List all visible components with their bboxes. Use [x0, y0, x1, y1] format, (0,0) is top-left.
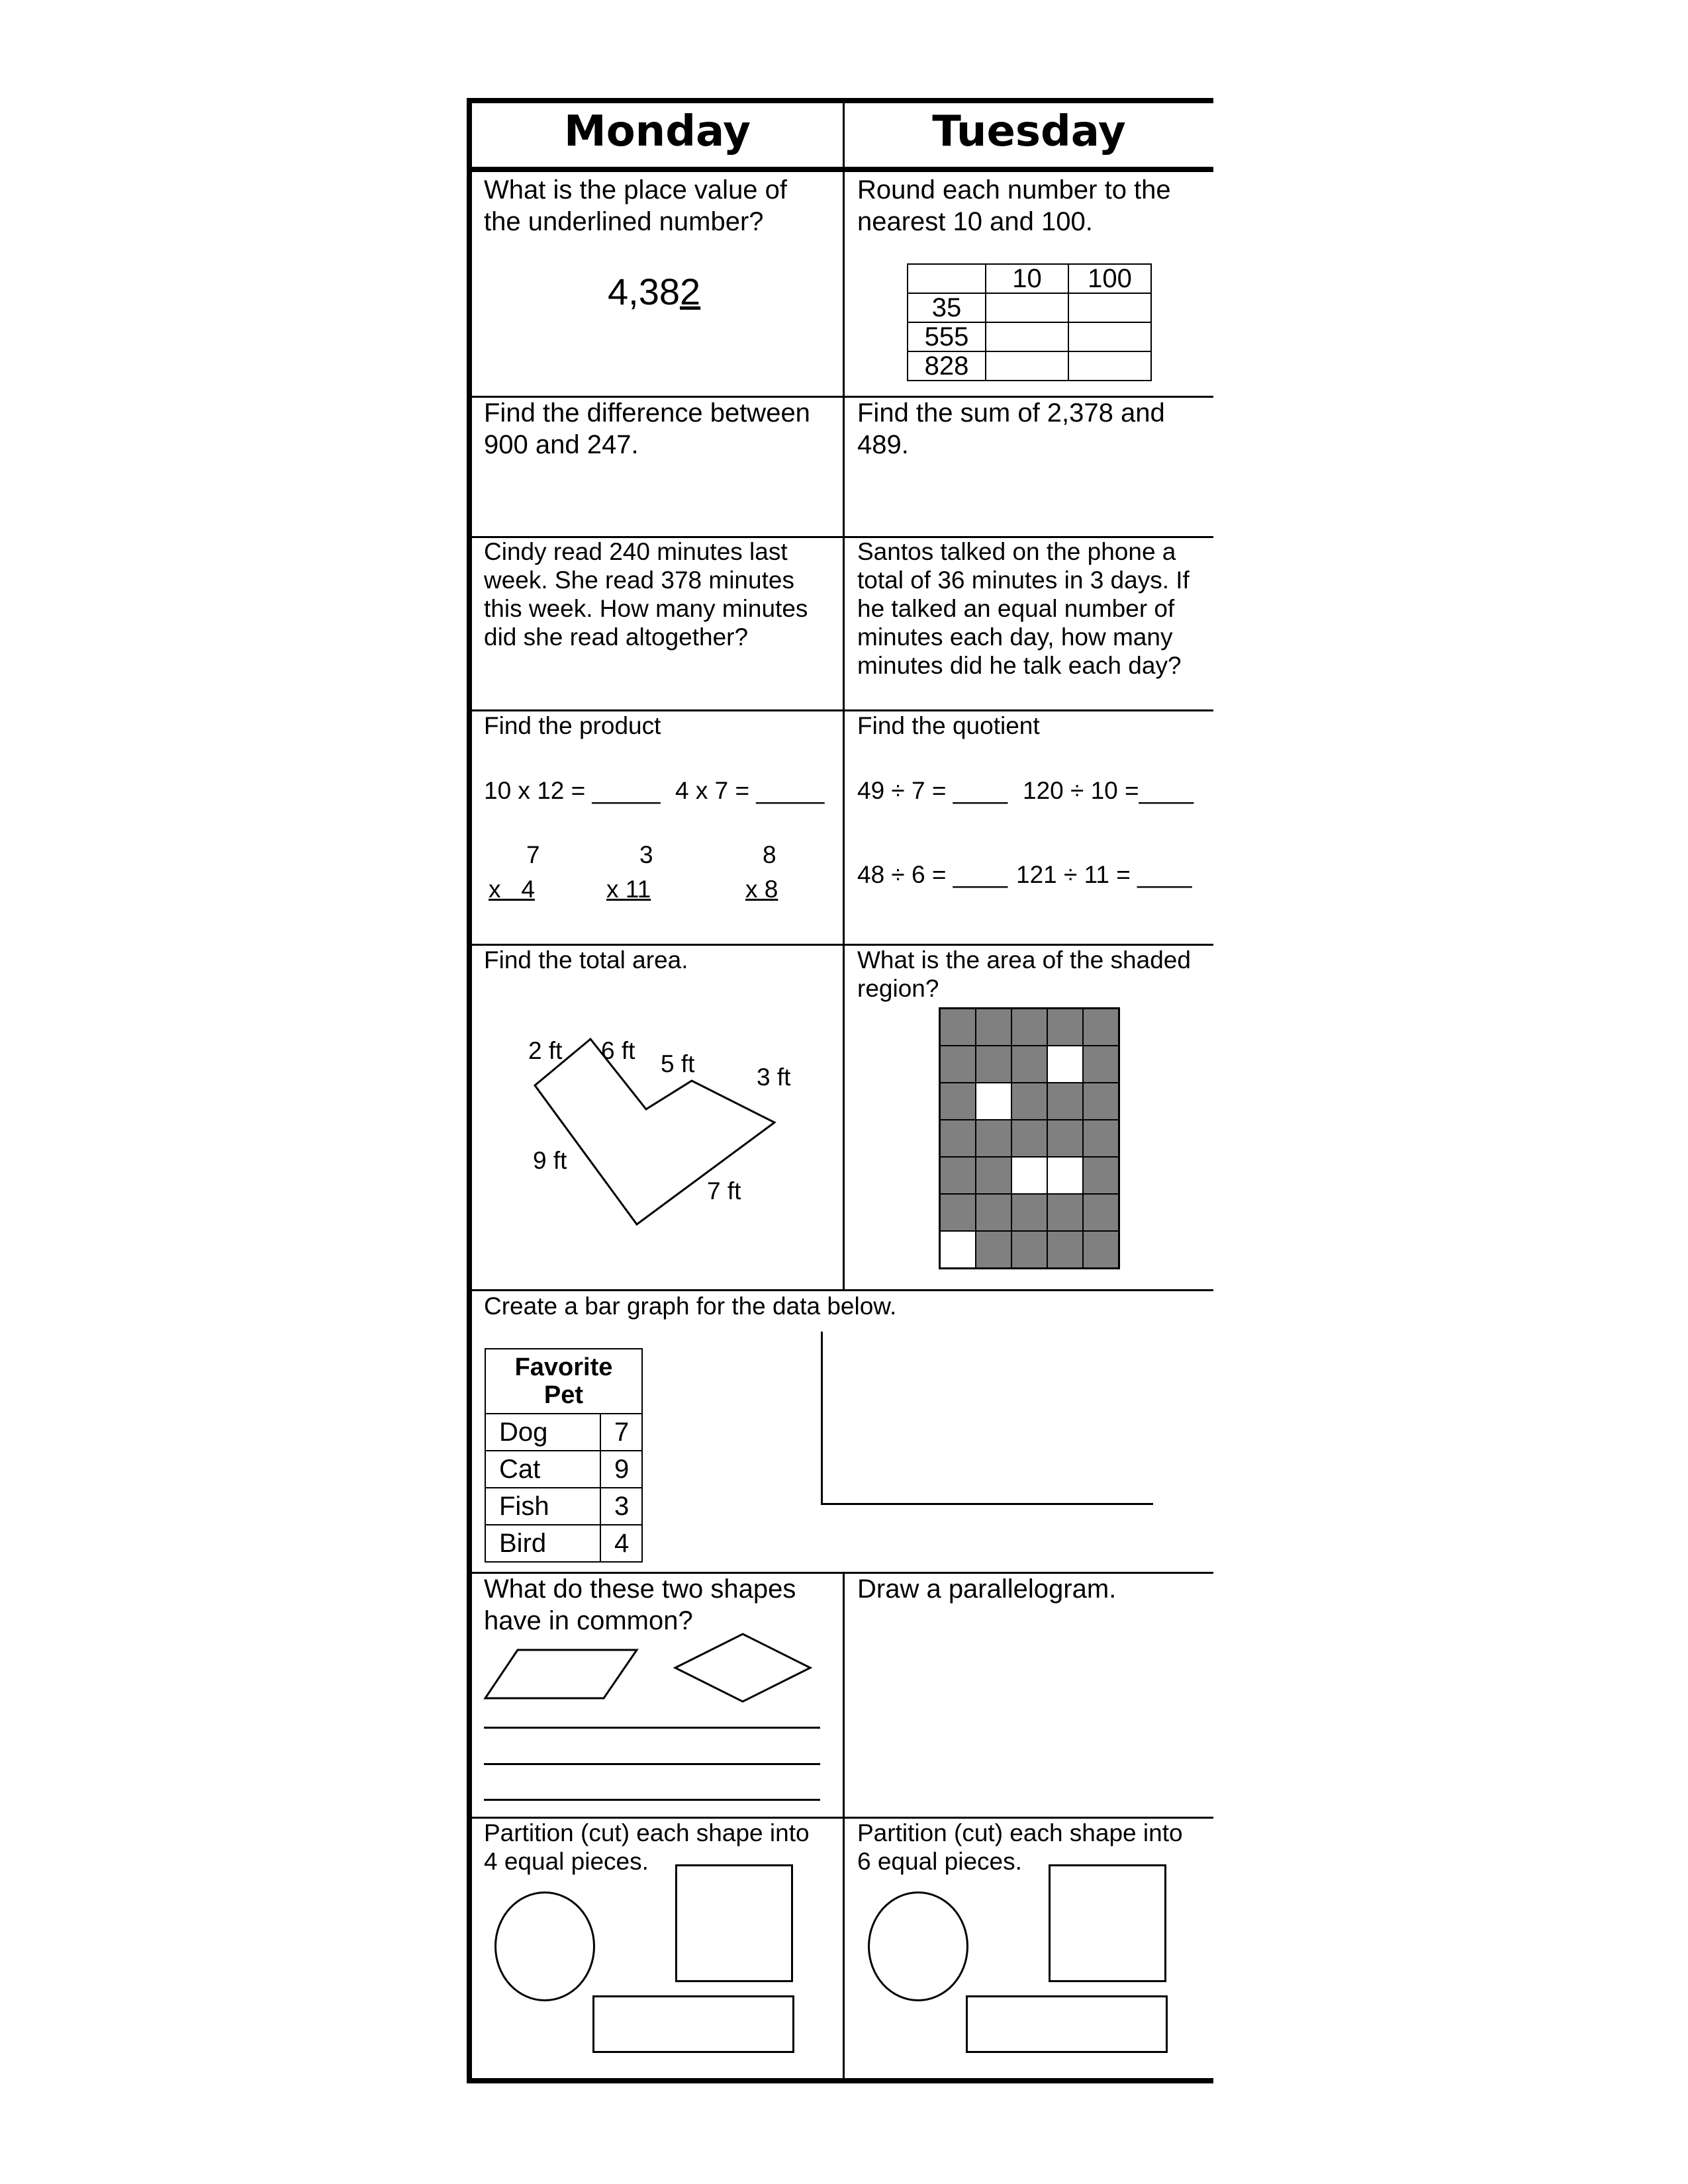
- quotient-equation-2: 120 ÷ 10 =____: [1023, 777, 1194, 804]
- place-value-number-prefix: 4,38: [608, 271, 680, 312]
- rhombus-shape: [673, 1632, 813, 1704]
- grid-cell-shaded: [940, 1194, 976, 1231]
- pet-count: 4: [600, 1525, 642, 1562]
- grid-cell-unshaded: [1011, 1157, 1047, 1194]
- grid-cell-shaded: [1083, 1009, 1119, 1046]
- difference-question-line2: 900 and 247.: [484, 430, 639, 459]
- partition-4-square[interactable]: [675, 1864, 793, 1982]
- grid-cell-shaded: [1011, 1009, 1047, 1046]
- shapes-common-question-line2: have in common?: [484, 1606, 693, 1635]
- pet-label: Bird: [485, 1525, 600, 1562]
- column-divider-top: [843, 98, 845, 1291]
- grid-cell-shaded: [940, 1009, 976, 1046]
- side-label-3ft: 3 ft: [757, 1064, 791, 1091]
- cindy-problem-line4: did she read altogether?: [484, 623, 749, 651]
- grid-cell-shaded: [1047, 1009, 1083, 1046]
- rounding-row-label: 555: [908, 322, 986, 351]
- grid-cell-shaded: [940, 1083, 976, 1120]
- grid-cell-shaded: [1083, 1194, 1119, 1231]
- quotient-title: Find the quotient: [857, 712, 1040, 739]
- rounding-row-label: 828: [908, 351, 986, 381]
- pet-count: 9: [600, 1451, 642, 1488]
- cindy-problem-line1: Cindy read 240 minutes last: [484, 538, 788, 565]
- grid-cell-shaded: [1083, 1083, 1119, 1120]
- side-label-7ft: 7 ft: [707, 1177, 741, 1205]
- place-value-number: [608, 270, 700, 313]
- header-tuesday: Tuesday: [932, 107, 1126, 156]
- grid-cell-shaded: [1047, 1231, 1083, 1268]
- partition-6-line2: 6 equal pieces.: [857, 1848, 1022, 1875]
- total-area-title: Find the total area.: [484, 946, 688, 974]
- partition-4-line1: Partition (cut) each shape into: [484, 1819, 810, 1846]
- rounding-header-blank: [908, 264, 986, 293]
- rounding-header-100: 100: [1068, 264, 1151, 293]
- place-value-question-line2: the underlined number?: [484, 207, 764, 236]
- rounding-answer-cell[interactable]: [1068, 322, 1151, 351]
- partition-6-square[interactable]: [1049, 1864, 1166, 1982]
- grid-cell-shaded: [1011, 1194, 1047, 1231]
- grid-cell-shaded: [1047, 1194, 1083, 1231]
- favorite-pet-table: [485, 1348, 643, 1563]
- grid-cell-shaded: [1011, 1083, 1047, 1120]
- bar-graph-prompt: Create a bar graph for the data below.: [484, 1293, 897, 1320]
- product-equation-2: 4 x 7 = _____: [675, 777, 825, 804]
- rounding-answer-cell[interactable]: [986, 322, 1068, 351]
- answer-line-3[interactable]: [484, 1799, 820, 1801]
- sum-question-line1: Find the sum of 2,378 and: [857, 398, 1165, 428]
- grid-cell-shaded: [976, 1009, 1011, 1046]
- column-divider-bottom: [843, 1572, 845, 2078]
- pet-count: 3: [600, 1488, 642, 1525]
- answer-line-2[interactable]: [484, 1763, 820, 1765]
- grid-cell-shaded: [940, 1120, 976, 1157]
- underlined-digit: 2: [680, 271, 701, 312]
- grid-cell-shaded: [1011, 1231, 1047, 1268]
- shaded-area-question-line2: region?: [857, 975, 939, 1002]
- vertical-mult-1-top: 7: [526, 841, 540, 868]
- vertical-mult-2-top: 3: [639, 841, 653, 868]
- grid-cell-shaded: [976, 1046, 1011, 1083]
- santos-problem-line3: he talked an equal number of: [857, 595, 1175, 622]
- quotient-equation-3: 48 ÷ 6 = ____: [857, 861, 1008, 888]
- grid-cell-unshaded: [940, 1231, 976, 1268]
- vertical-mult-1-bottom: x 4: [489, 876, 535, 903]
- rounding-question-line1: Round each number to the: [857, 175, 1171, 205]
- frame-left: [467, 98, 472, 2083]
- quotient-equation-4: 121 ÷ 11 = ____: [1016, 861, 1192, 888]
- partition-4-rectangle[interactable]: [592, 1995, 794, 2053]
- grid-cell-shaded: [1083, 1046, 1119, 1083]
- grid-cell-unshaded: [1047, 1046, 1083, 1083]
- bar-graph-x-axis[interactable]: [821, 1503, 1153, 1505]
- partition-4-circle[interactable]: [494, 1891, 595, 2001]
- frame-bottom: [467, 2078, 1213, 2083]
- vertical-mult-3-bottom: x 8: [745, 876, 778, 903]
- grid-cell-shaded: [1011, 1046, 1047, 1083]
- side-label-2ft: 2 ft: [528, 1037, 563, 1064]
- santos-problem-line2: total of 36 minutes in 3 days. If: [857, 567, 1190, 594]
- santos-problem-line1: Santos talked on the phone a: [857, 538, 1176, 565]
- parallelogram-shape: [483, 1648, 642, 1701]
- grid-cell-shaded: [976, 1120, 1011, 1157]
- difference-question-line1: Find the difference between: [484, 398, 810, 428]
- pet-count: 7: [600, 1414, 642, 1451]
- pet-label: Cat: [485, 1451, 600, 1488]
- rounding-answer-cell[interactable]: [1068, 293, 1151, 322]
- pet-label: Fish: [485, 1488, 600, 1525]
- partition-6-line1: Partition (cut) each shape into: [857, 1819, 1183, 1846]
- grid-cell-shaded: [976, 1157, 1011, 1194]
- side-label-6ft: 6 ft: [601, 1037, 635, 1064]
- grid-cell-shaded: [1047, 1083, 1083, 1120]
- pet-label: Dog: [485, 1414, 600, 1451]
- favorite-pet-title: [485, 1349, 642, 1414]
- vertical-mult-2-bottom: x 11: [606, 876, 651, 903]
- grid-cell-shaded: [1083, 1120, 1119, 1157]
- cindy-problem-line3: this week. How many minutes: [484, 595, 808, 622]
- row-sep-5: [472, 1289, 1213, 1291]
- cindy-problem-line2: week. She read 378 minutes: [484, 567, 794, 594]
- grid-cell-shaded: [940, 1046, 976, 1083]
- frame-top: [467, 98, 1213, 103]
- favorite-pet-title-line1: Favorite: [514, 1353, 613, 1381]
- favorite-pet-title-line2: Pet: [543, 1381, 584, 1409]
- side-label-9ft: 9 ft: [533, 1147, 567, 1174]
- grid-cell-shaded: [940, 1157, 976, 1194]
- rounding-answer-cell[interactable]: [986, 293, 1068, 322]
- side-label-5ft: 5 ft: [661, 1050, 695, 1077]
- partition-6-rectangle[interactable]: [966, 1995, 1168, 2053]
- header-divider: [467, 167, 1213, 172]
- rounding-header-10: 10: [986, 264, 1068, 293]
- santos-problem-line4: minutes each day, how many: [857, 623, 1173, 651]
- bar-graph-y-axis[interactable]: [821, 1332, 823, 1505]
- grid-cell-shaded: [1083, 1231, 1119, 1268]
- grid-cell-unshaded: [1047, 1157, 1083, 1194]
- grid-cell-shaded: [1011, 1120, 1047, 1157]
- grid-cell-shaded: [1047, 1120, 1083, 1157]
- draw-parallelogram-prompt: Draw a parallelogram.: [857, 1574, 1117, 1604]
- shapes-common-question-line1: What do these two shapes: [484, 1574, 796, 1604]
- grid-cell-shaded: [1083, 1157, 1119, 1194]
- product-title: Find the product: [484, 712, 661, 739]
- place-value-question-line1: What is the place value of: [484, 175, 788, 205]
- shaded-area-question-line1: What is the area of the shaded: [857, 946, 1191, 974]
- answer-line-1[interactable]: [484, 1727, 820, 1729]
- quotient-equation-1: 49 ÷ 7 = ____: [857, 777, 1008, 804]
- grid-cell-shaded: [976, 1194, 1011, 1231]
- partition-4-line2: 4 equal pieces.: [484, 1848, 649, 1875]
- product-equation-1: 10 x 12 = _____: [484, 777, 661, 804]
- vertical-mult-3-top: 8: [763, 841, 776, 868]
- rounding-table: [907, 263, 1152, 381]
- rounding-answer-cell[interactable]: [1068, 351, 1151, 381]
- sum-question-line2: 489.: [857, 430, 909, 459]
- header-monday: Monday: [564, 107, 751, 156]
- rounding-question-line2: nearest 10 and 100.: [857, 207, 1093, 236]
- partition-6-circle[interactable]: [868, 1891, 968, 2001]
- shaded-region-grid: [939, 1007, 1120, 1269]
- rounding-answer-cell[interactable]: [986, 351, 1068, 381]
- grid-cell-unshaded: [976, 1083, 1011, 1120]
- rounding-row-label: 35: [908, 293, 986, 322]
- grid-cell-shaded: [976, 1231, 1011, 1268]
- santos-problem-line5: minutes did he talk each day?: [857, 652, 1182, 679]
